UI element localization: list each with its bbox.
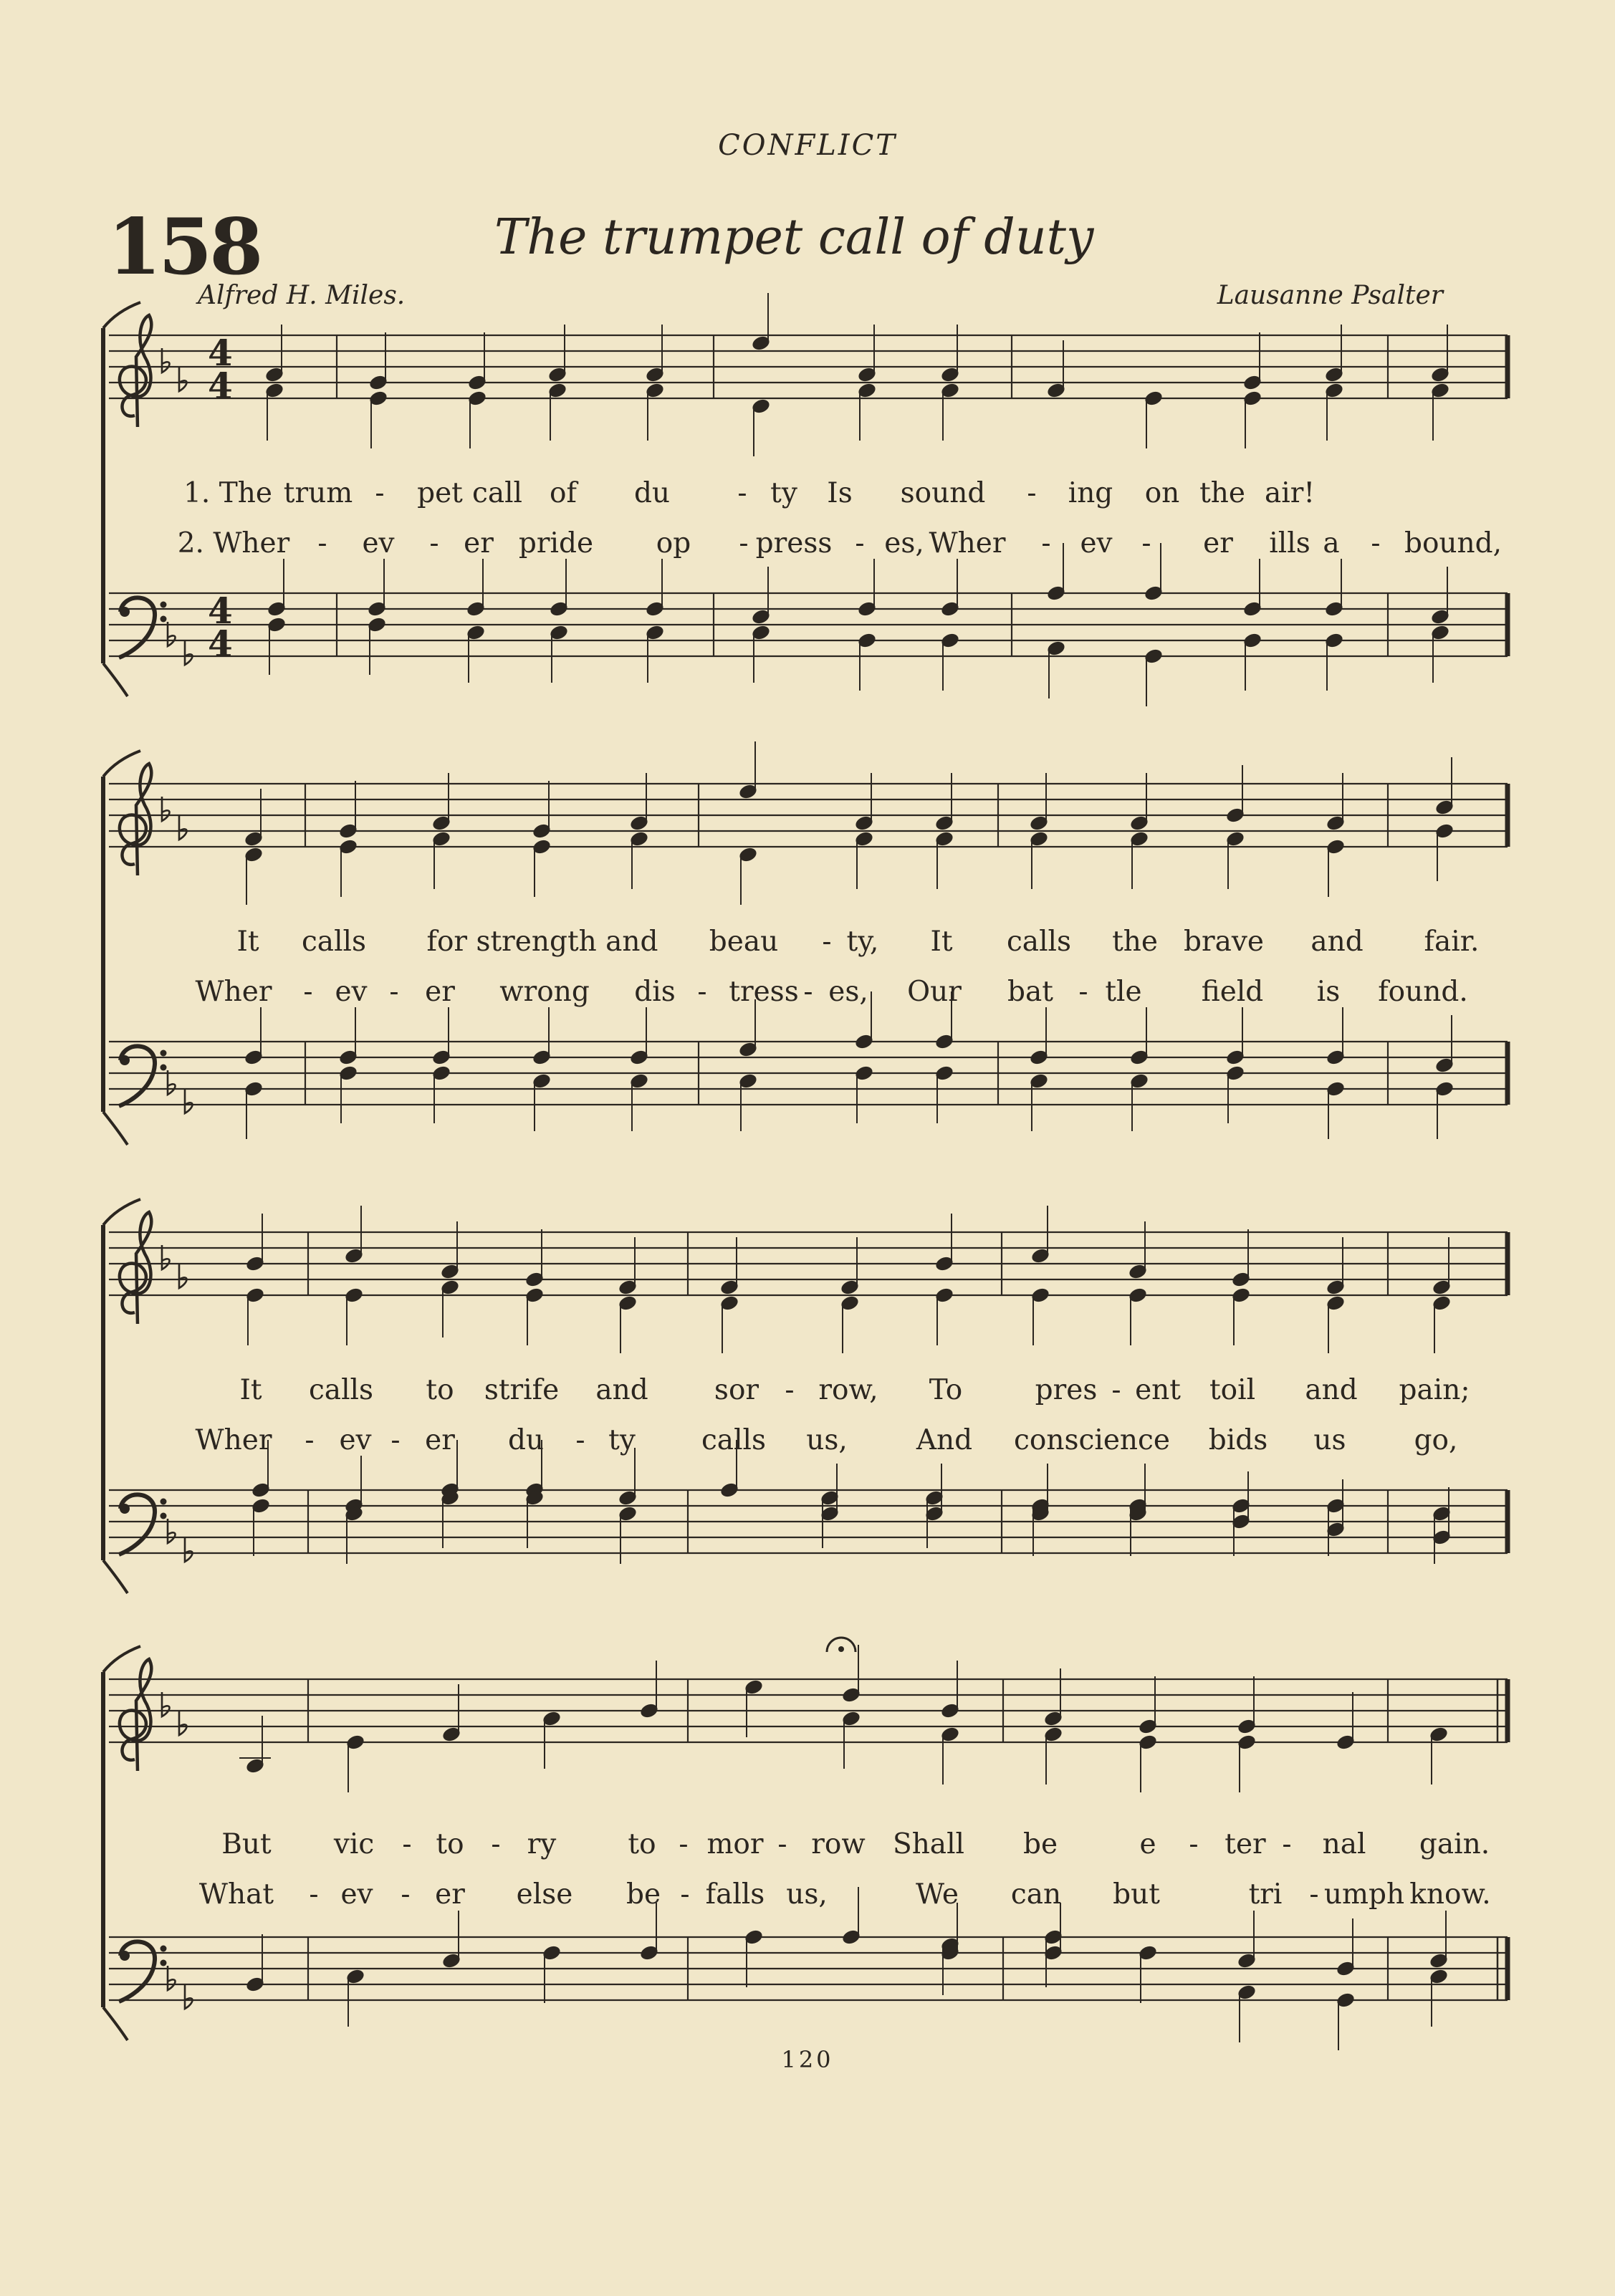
lyric-syllable: ev [335,976,368,1008]
bass-clef-dot [160,1946,167,1952]
lyric-syllable: vic [333,1828,375,1860]
lyric-syllable: - [777,1828,787,1860]
lyric-syllable: - [1027,477,1037,509]
lyric-syllable: else [516,1878,573,1911]
flat-sign-icon [185,1537,193,1562]
lyric-syllable: er [425,1424,455,1456]
treble-clef-icon [120,315,151,427]
bass-clef-dot [120,607,130,617]
lyric-syllable: us, [806,1424,848,1456]
bass-clef-icon [119,1494,155,1555]
flat-sign-icon [185,1984,193,2009]
lyric-syllable: ev [362,527,395,559]
bass-clef-icon [119,597,155,658]
lyric-syllable: umph [1323,1878,1405,1911]
flat-sign-icon [179,367,187,391]
section-title: CONFLICT [718,129,897,162]
lyric-syllable: ev [1080,527,1113,559]
hymn-number: 158 [107,202,261,292]
lyric-syllable: brave [1184,926,1264,958]
bass-clef-dot [160,602,167,608]
lyric-syllable: - [1309,1878,1319,1911]
lyric-syllable: e [1139,1828,1156,1860]
lyric-syllable: the [1199,477,1245,509]
lyric-syllable: calls [301,926,367,958]
lyric-syllable: sound [900,477,986,509]
flat-sign-icon [185,1089,193,1113]
treble-clef-icon [120,1212,151,1324]
flat-sign-icon [168,1966,176,1990]
lyric-syllable: er [425,976,455,1008]
composer-credit: Lausanne Psalter [1217,281,1443,310]
lyric-syllable: on [1144,477,1180,509]
lyric-syllable: - [305,1424,315,1456]
lyric-syllable: found. [1378,976,1468,1008]
hymn-title: The trumpet call of duty [494,209,1094,266]
lyric-syllable: er [435,1878,465,1911]
lyric-syllable: What [198,1878,274,1911]
lyric-syllable: To [929,1374,963,1406]
lyric-syllable: us, [786,1878,828,1911]
lyric-syllable: calls [308,1374,374,1406]
flat-sign-icon [162,1692,170,1716]
brace-hook [103,1112,128,1145]
lyric-syllable: is [1316,976,1341,1008]
flat-sign-icon [179,1711,187,1735]
lyric-syllable: - [402,1828,412,1860]
bass-clef-dot [160,1065,167,1071]
lyric-syllable: We [916,1878,959,1911]
lyric-syllable: ty, [846,926,879,958]
lyric-syllable: Wher [195,976,272,1008]
flat-sign-icon [179,1264,187,1288]
lyric-syllable: - [429,527,439,559]
lyric-syllable: - [855,527,865,559]
lyric-syllable: the [1112,926,1158,958]
lyric-syllable: and [1305,1374,1358,1406]
lyric-syllable: go, [1414,1424,1458,1456]
lyric-syllable: - [679,1828,689,1860]
lyric-syllable: - [1371,527,1381,559]
bass-clef-dot [120,1951,130,1961]
treble-time-signature: 4 [208,332,233,374]
lyric-syllable: - [303,976,313,1008]
lyric-syllable: bound, [1404,527,1503,559]
lyric-syllable: - [575,1424,585,1456]
lyric-syllable: It [930,926,953,958]
lyric-syllable: - [389,976,399,1008]
lyric-syllable: - [822,926,832,958]
lyric-syllable: - [309,1878,319,1911]
lyric-syllable: beau [709,926,779,958]
lyric-syllable: ry [527,1828,557,1860]
lyric-syllable: - [1041,527,1051,559]
lyric-syllable: calls [701,1424,767,1456]
brace-hook [103,663,128,696]
lyric-syllable: field [1201,976,1264,1008]
lyric-syllable: - [1141,527,1151,559]
lyric-syllable: strife [484,1374,560,1406]
flat-sign-icon [168,1519,176,1543]
lyric-syllable: Wher [929,527,1006,559]
lyric-syllable: Our [907,976,962,1008]
lyric-syllable: du [633,477,671,509]
lyric-syllable: row, [818,1374,878,1406]
lyric-syllable: to [436,1828,464,1860]
lyric-syllable: nal [1322,1828,1366,1860]
lyric-syllable: and [1310,926,1364,958]
bass-clef-dot [120,1504,130,1514]
lyric-syllable: tle [1105,976,1142,1008]
lyric-syllable: - [803,976,813,1008]
bass-clef-dot [160,1499,167,1505]
treble-clef-icon [120,1659,151,1771]
lyric-syllable: and [595,1374,648,1406]
lyric-syllable: wrong [499,976,590,1008]
lyric-syllable: conscience [1014,1424,1170,1456]
bass-clef-icon [119,1046,155,1106]
lyric-syllable: tri [1248,1878,1283,1911]
bass-clef-dot [160,1513,167,1519]
treble-time-signature: 4 [208,365,233,407]
brace-hook [103,1646,140,1672]
bass-time-signature: 4 [208,590,233,632]
lyric-syllable: pain; [1399,1374,1470,1406]
lyric-syllable: for strength and [426,926,658,958]
lyric-syllable: du [507,1424,545,1456]
lyric-syllable: bids [1208,1424,1268,1456]
lyric-syllable: ev [340,1878,373,1911]
lyric-syllable: - [785,1374,795,1406]
lyric-syllable: ty [770,477,797,509]
lyric-syllable: ty [608,1424,636,1456]
lyric-syllable: er [464,527,494,559]
lyric-syllable: - [1282,1828,1292,1860]
lyric-syllable: pet [417,477,463,509]
lyric-syllable: - [317,527,327,559]
lyric-syllable: - [375,477,385,509]
lyric-syllable: - [737,477,747,509]
lyric-syllable: - [697,976,707,1008]
flat-sign-icon [185,640,193,665]
fermata-dot [838,1646,844,1652]
lyric-syllable: sor [714,1374,759,1406]
lyric-syllable: fair. [1424,926,1480,958]
lyric-syllable: pres [1035,1374,1098,1406]
lyric-syllable: be [1022,1828,1058,1860]
brace-hook [103,751,140,777]
lyric-syllable: but [1113,1878,1160,1911]
lyric-syllable: It [239,1374,262,1406]
lyric-syllable: can [1010,1878,1062,1911]
lyric-syllable: calls [1006,926,1072,958]
brace-hook [103,1199,140,1225]
lyric-syllable: ter [1225,1828,1266,1860]
lyric-syllable: press [755,527,833,559]
lyric-syllable: ing [1068,477,1113,509]
lyric-syllable: - [390,1424,401,1456]
lyric-syllable: to [426,1374,454,1406]
lyric-syllable: air! [1264,477,1316,509]
lyric-syllable: - [491,1828,501,1860]
lyric-syllable: toil [1209,1374,1256,1406]
lyric-syllable: pride [518,527,594,559]
lyric-syllable: - [1078,976,1088,1008]
lyric-syllable: know. [1409,1878,1491,1911]
lyric-syllable: - [1111,1374,1121,1406]
bass-clef-icon [119,1941,155,2002]
lyric-syllable: trum [283,477,353,509]
lyric-syllable: And [916,1424,973,1456]
lyric-syllable: - [680,1878,690,1911]
lyric-syllable: It [236,926,259,958]
brace-hook [103,302,140,328]
lyric-syllable: 2. Wher [177,527,290,559]
lyric-syllable: ills [1269,527,1310,559]
bass-clef-dot [160,1960,167,1966]
bass-clef-dot [160,1050,167,1057]
lyric-syllable: of [550,477,577,509]
flat-sign-icon [179,815,187,840]
bass-time-signature: 4 [208,623,233,665]
lyric-syllable: er [1203,527,1233,559]
lyric-syllable: be [626,1878,661,1911]
lyric-syllable: But [221,1828,272,1860]
author-credit: Alfred H. Miles. [198,281,406,310]
lyric-syllable: ev [339,1424,372,1456]
lyric-syllable: falls [705,1878,765,1911]
lyric-syllable: - [401,1878,411,1911]
brace-hook [103,2007,128,2040]
treble-clef-icon [120,764,151,875]
lyric-syllable: Wher [195,1424,272,1456]
lyric-syllable: bat [1007,976,1053,1008]
lyric-syllable: ent [1135,1374,1181,1406]
bass-clef-dot [160,616,167,623]
lyric-syllable: gain. [1419,1828,1490,1860]
lyric-syllable: a [1323,527,1340,559]
bass-clef-dot [120,1055,130,1065]
lyric-syllable: es, [828,976,868,1008]
lyric-syllable: us [1313,1424,1346,1456]
lyric-syllable: mor [706,1828,764,1860]
lyric-syllable: tress [729,976,799,1008]
lyric-syllable: op [656,527,691,559]
lyric-syllable: Shall [892,1828,965,1860]
lyric-syllable: 1. The [183,477,272,509]
lyric-syllable: to [628,1828,656,1860]
lyric-syllable: es, [884,527,924,559]
lyric-syllable: row [811,1828,866,1860]
lyric-syllable: Is [827,477,853,509]
lyric-syllable: call [471,477,523,509]
page-number: 120 [781,2046,834,2073]
lyric-syllable: - [1189,1828,1199,1860]
lyric-syllable: - [739,527,749,559]
lyric-syllable: dis [634,976,676,1008]
brace-hook [103,1560,128,1593]
